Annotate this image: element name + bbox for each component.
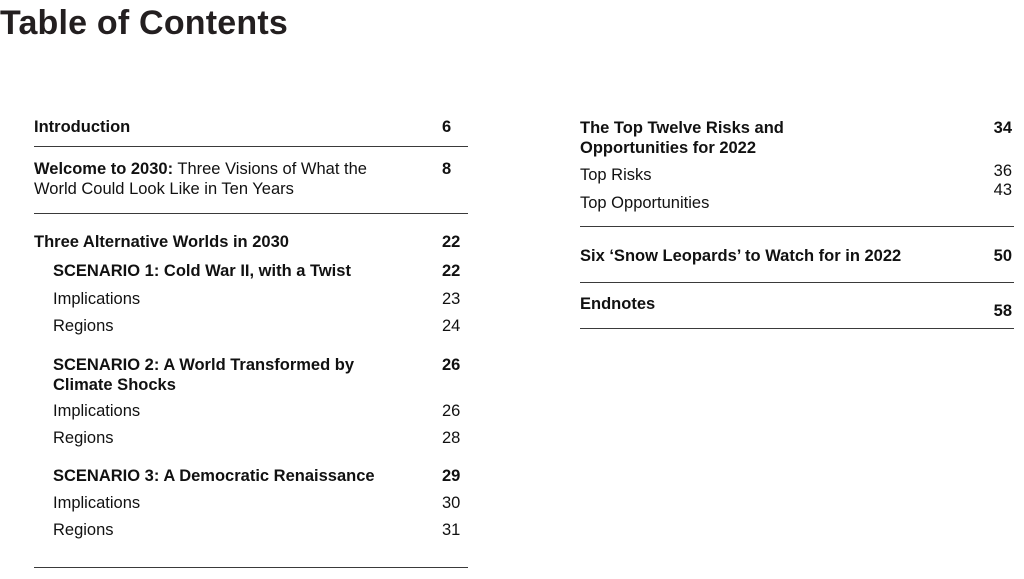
toc-entry-label: Endnotes [580,295,656,313]
toc-entry-label: Regions [53,317,114,335]
toc-entry-label [34,159,367,199]
toc-entry-label: Implications [53,494,141,512]
toc-entry-page: 34 [993,119,1012,137]
toc-entry-scenario-2-regions[interactable] [53,428,466,448]
toc-entry-label-bold: Welcome to 2030: [34,160,174,178]
toc-entry-top-risks[interactable] [580,162,1012,185]
toc-entry-page: 24 [442,317,461,335]
toc-entry-page: 50 [993,247,1012,265]
toc-entry-page: 29 [442,467,461,485]
toc-entry-label: Implications [53,402,141,420]
toc-entry-page: 23 [442,290,461,308]
toc-entry-page: 36 [993,162,1012,180]
toc-entry-scenario-1[interactable] [53,261,466,281]
divider [580,282,1014,283]
toc-entry-page: 22 [442,262,461,280]
toc-entry-welcome[interactable] [34,159,466,199]
toc-entry-label: Regions [53,521,114,539]
page-title: Table of Contents [0,4,288,42]
toc-entry-three-worlds[interactable] [34,232,466,252]
toc-entry-page: 26 [442,402,461,420]
toc-entry-label: Three Alternative Worlds in 2030 [34,233,289,251]
divider [34,146,468,147]
toc-entry-label: SCENARIO 1: Cold War II, with a Twist [53,262,351,280]
toc-entry-label-line2: Opportunities for 2022 [580,139,757,157]
toc-entry-page: 31 [442,521,461,539]
toc-entry-label [580,118,784,158]
toc-entry-scenario-3-implications[interactable] [53,493,466,513]
toc-entry-scenario-2-implications[interactable] [53,401,466,421]
toc-entry-top-opportunities[interactable] [580,181,1012,213]
toc-entry-page: 22 [442,233,461,251]
toc-entry-scenario-3-regions[interactable] [53,520,466,540]
toc-entry-label-line1: The Top Twelve Risks and [580,119,784,137]
toc-entry-label: Regions [53,429,114,447]
toc-entry-endnotes[interactable] [580,294,1012,321]
toc-entry-label [53,355,354,395]
toc-entry-label: Six ‘Snow Leopards’ to Watch for in 2022 [580,247,902,265]
toc-entry-label-line2: World Could Look Like in Ten Years [34,180,294,198]
toc-entry-label: Implications [53,290,141,308]
toc-entry-scenario-1-regions[interactable] [53,316,466,336]
toc-entry-label: Top Opportunities [580,194,710,212]
toc-entry-label: Top Risks [580,166,652,184]
toc-entry-label-line2: Climate Shocks [53,376,176,394]
toc-entry-page: 28 [442,429,461,447]
toc-entry-label-rest: Three Visions of What the [173,160,367,178]
toc-entry-page: 30 [442,494,461,512]
toc-entry-scenario-2[interactable] [53,355,466,395]
divider [34,213,468,214]
divider [34,567,468,568]
toc-entry-scenario-3[interactable] [53,466,466,486]
divider [580,226,1014,227]
toc-entry-label: Introduction [34,118,131,136]
toc-entry-scenario-1-implications[interactable] [53,289,466,309]
toc-entry-snow-leopards[interactable] [580,246,1012,266]
toc-entry-page: 43 [993,181,1012,199]
toc-entry-label: SCENARIO 3: A Democratic Renaissance [53,467,375,485]
toc-entry-introduction[interactable] [34,117,466,137]
toc-entry-page: 58 [993,302,1012,320]
toc-entry-page: 26 [442,356,461,374]
toc-entry-page: 6 [442,118,452,136]
toc-entry-top-twelve[interactable] [580,118,1012,158]
divider [580,328,1014,329]
toc-entry-page: 8 [442,160,452,178]
toc-entry-label-line1: SCENARIO 2: A World Transformed by [53,356,355,374]
